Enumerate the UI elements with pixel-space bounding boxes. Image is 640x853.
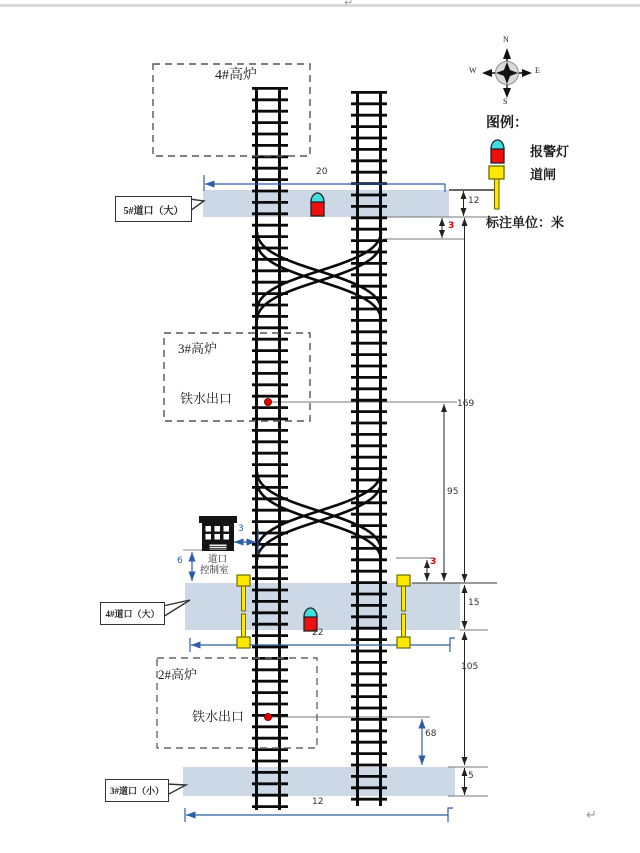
dim-road5-height: 12 bbox=[468, 196, 480, 206]
dim-outlet3-to-road4: 95 bbox=[447, 487, 459, 497]
dim-building-to-road: 6 bbox=[177, 556, 183, 566]
dim-road5-width: 20 bbox=[316, 167, 328, 177]
iron-outlet-dot-3 bbox=[264, 398, 271, 405]
iron-outlet-2-label: 铁水出口 bbox=[192, 709, 245, 724]
furnace-3-label: 3#高炉 bbox=[178, 341, 218, 356]
road-crossing-4-band bbox=[185, 583, 460, 630]
callout-crossing-5 bbox=[115, 196, 192, 222]
unit-note: 标注单位：米 bbox=[486, 215, 565, 230]
dim-clearance-top: 3 bbox=[448, 221, 455, 231]
dim-total-span: 169 bbox=[457, 399, 475, 409]
legend-barrier-icon bbox=[489, 166, 504, 209]
callout-crossing-4 bbox=[100, 602, 165, 625]
legend-barrier-label: 道闸 bbox=[530, 167, 557, 182]
compass-north-label: N bbox=[503, 35, 509, 44]
iron-outlet-3-label: 铁水出口 bbox=[180, 391, 233, 406]
dim-road3-width: 12 bbox=[312, 797, 324, 807]
dim-building-to-track: 3 bbox=[238, 524, 244, 534]
dim-road3-height: 5 bbox=[468, 771, 474, 781]
dim-outlet2-to-road3: 68 bbox=[425, 729, 437, 739]
compass-south-label: S bbox=[503, 97, 508, 106]
control-room-label-line1: 道口 bbox=[208, 555, 228, 565]
callout-pointer-5 bbox=[190, 199, 204, 211]
compass-west-label: W bbox=[469, 66, 477, 75]
compass-icon bbox=[482, 48, 532, 98]
legend-title: 图例： bbox=[486, 116, 528, 131]
callout-crossing-4-label: 4#道口（大） bbox=[105, 609, 160, 619]
alarm-light-road5-icon bbox=[311, 193, 324, 216]
track-crossover-lower bbox=[257, 472, 381, 560]
dimension-lines-black bbox=[427, 191, 465, 795]
dim-clearance-mid: 3 bbox=[430, 557, 437, 567]
top-paragraph-mark: ↵ bbox=[344, 0, 354, 9]
road-crossing-5-band bbox=[203, 190, 449, 217]
dim-road4-width: 22 bbox=[312, 628, 324, 638]
dim-road4-to-road3: 105 bbox=[461, 662, 479, 672]
callout-crossing-5-label: 5#道口（大） bbox=[123, 205, 184, 217]
legend-alarm-light-icon bbox=[491, 140, 504, 163]
iron-outlet-dot-2 bbox=[264, 713, 271, 720]
dim-road4-height: 15 bbox=[468, 598, 480, 608]
furnace-2-label: 2#高炉 bbox=[158, 667, 198, 682]
callout-crossing-3 bbox=[105, 779, 169, 802]
control-room-label-line2: 控制室 bbox=[200, 566, 229, 576]
road-crossing-3-band bbox=[183, 767, 455, 796]
callout-crossing-3-label: 3#道口（小） bbox=[109, 786, 164, 796]
control-room-building-icon bbox=[199, 516, 237, 551]
legend-alarm-label: 报警灯 bbox=[530, 144, 570, 159]
furnace-4-label: 4#高炉 bbox=[215, 68, 257, 83]
bottom-return-mark: ↵ bbox=[586, 808, 597, 823]
compass-east-label: E bbox=[535, 66, 540, 75]
